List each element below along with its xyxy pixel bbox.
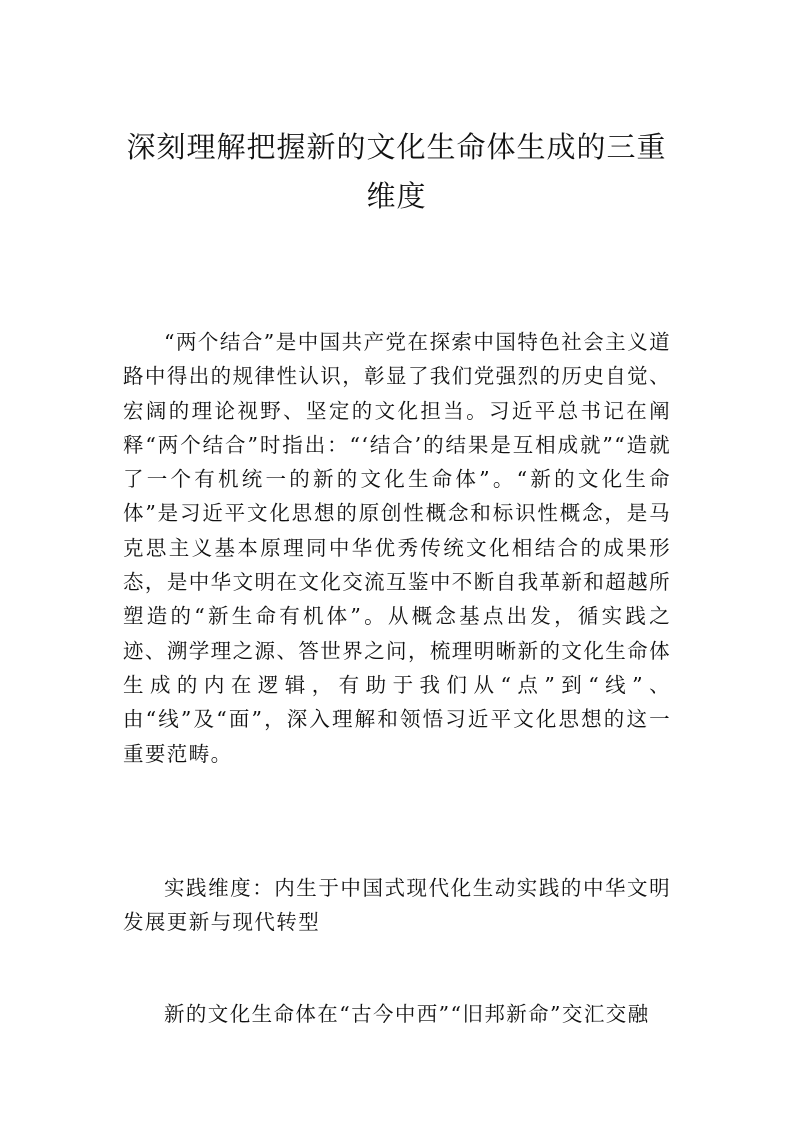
paragraph-intro: “两个结合”是中国共产党在探索中国特色社会主义道路中得出的规律性认识，彰显了我们党强烈的历史自觉、宏阔的理论视野、坚定的文化担当。习近平总书记在阐释“两个结合”时指出：“‘结合’的结果是互相成就”“造就了一个有机统一的新的文化生命体”。“新的文化生命体”是习近平文化思想的原创性概念和标识性概念，是马克思主义基本原理同中华优秀传统文化相结合的成果形态，是中华文明在文化交流互鉴中不断自我革新和超越所塑造的“新生命有机体”。从概念基点出发，循实践之迹、溯学理之源、答世界之问，梳理明晰新的文化生命体生成的内在逻辑，有助于我们从“点”到“线”、由“线”及“面”，深入理解和领悟习近平文化思想的这一重要范畴。 [123, 330, 671, 766]
title-line-2: 维度 [366, 179, 427, 213]
title-line-1: 深刻理解把握新的文化生命体生成的三重 [126, 130, 667, 164]
section-heading-practice: 实践维度：内生于中国式现代化生动实践的中华文明发展更新与现代转型 [123, 876, 671, 935]
paragraph-practice: 新的文化生命体在“古今中西”“旧邦新命”交汇交融 [164, 1002, 650, 1026]
document-title [110, 123, 683, 221]
